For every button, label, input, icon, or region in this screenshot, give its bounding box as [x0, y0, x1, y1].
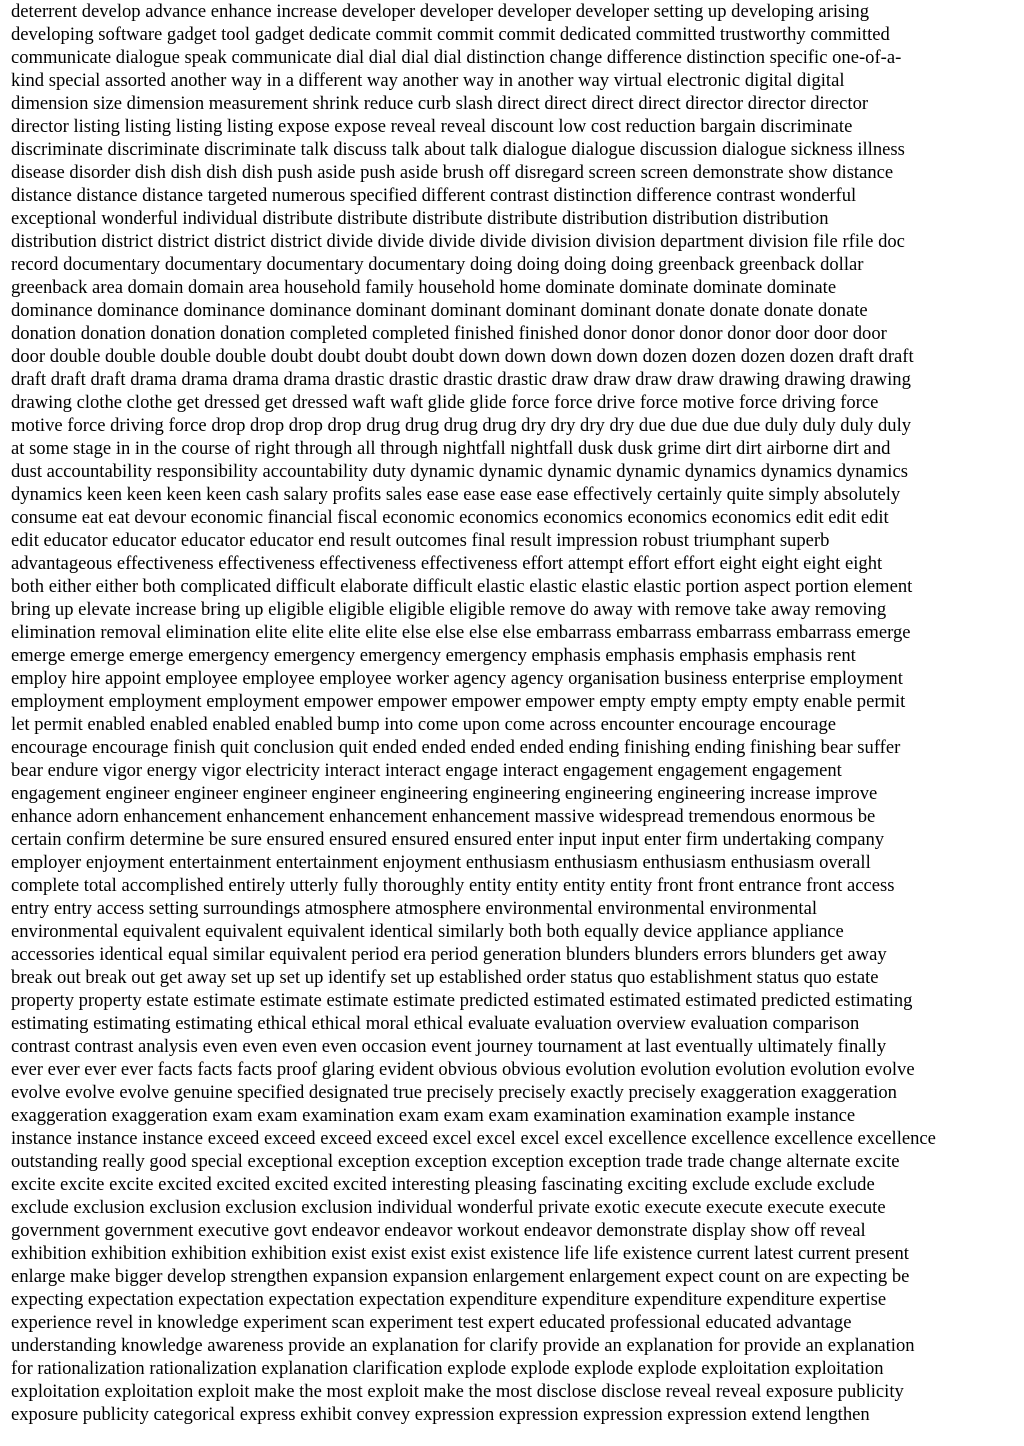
text-line: entry entry access setting surroundings atmosphere atmosphere environmental environmental environmental	[11, 898, 818, 919]
text-line: edit educator educator educator educator end result outcomes final result impression robust triumphant superb	[11, 530, 830, 551]
text-line: let permit enabled enabled enabled enabled bump into come upon come across encounter encourage encourage	[11, 714, 837, 735]
text-line: discriminate discriminate discriminate talk discuss talk about talk dialogue dialogue discussion dialogue sickness illness	[11, 139, 905, 160]
text-line: kind special assorted another way in a different way another way in another way virtual electronic digital digital	[11, 70, 845, 91]
text-line: emerge emerge emerge emergency emergency emergency emergency emphasis emphasis emphasis emphasis rent	[11, 645, 856, 666]
text-line: exceptional wonderful individual distribute distribute distribute distribute distribution distribution distribution	[11, 208, 829, 229]
text-line: property property estate estimate estimate estimate estimate predicted estimated estimated estimated predicted estimating	[11, 990, 913, 1011]
text-line: employment employment employment empower empower empower empower empty empty empty empty enable permit	[11, 691, 906, 712]
text-line: employer enjoyment entertainment entertainment enjoyment enthusiasm enthusiasm enthusiasm enthusiasm overall	[11, 852, 871, 873]
text-line: contrast contrast analysis even even even even occasion event journey tournament at last eventually ultimately finally	[11, 1036, 887, 1057]
text-line: dynamics keen keen keen keen cash salary profits sales ease ease ease ease effectively certainly quite simply absolutely	[11, 484, 901, 505]
text-line: exclude exclusion exclusion exclusion exclusion individual wonderful private exotic execute execute execute execute	[11, 1197, 886, 1218]
text-line: director listing listing listing listing expose expose reveal reveal discount low cost reduction bargain discriminate	[11, 116, 853, 137]
text-line: exploitation exploitation exploit make the most exploit make the most disclose disclose reveal reveal exposure publicity	[11, 1381, 904, 1402]
text-line: dominance dominance dominance dominance dominant dominant dominant dominant donate donate donate donate	[11, 300, 868, 321]
text-line: greenback area domain domain area household family household home dominate dominate dominate dominate	[11, 277, 837, 298]
text-line: for rationalization rationalization explanation clarification explode explode explode explode exploitation exploitation	[11, 1358, 884, 1379]
text-line: engagement engineer engineer engineer engineer engineering engineering engineering engineering increase improve	[11, 783, 878, 804]
text-line: bring up elevate increase bring up eligible eligible eligible eligible remove do away with remove take away removing	[11, 599, 887, 620]
text-line: exaggeration exaggeration exam exam examination exam exam exam examination examination example instance	[11, 1105, 856, 1126]
text-line: record documentary documentary documentary documentary doing doing doing doing greenback greenback dollar	[11, 254, 864, 275]
text-line: motive force driving force drop drop drop drop drug drug drug drug dry dry dry dry due due due due duly duly duly duly	[11, 415, 912, 436]
text-line: employ hire appoint employee employee employee worker agency agency organisation business enterprise employment	[11, 668, 903, 689]
text-line: excite excite excite excited excited excited excited interesting pleasing fascinating exciting exclude exclude exclude	[11, 1174, 875, 1195]
text-line: expecting expectation expectation expectation expectation expenditure expenditure expenditure expenditure expertise	[11, 1289, 887, 1310]
text-line: complete total accomplished entirely utterly fully thoroughly entity entity entity entity front front entrance front access	[11, 875, 895, 896]
text-line: exposure publicity categorical express exhibit convey expression expression expression expression extend lengthen	[11, 1404, 870, 1425]
text-line: drawing clothe clothe get dressed get dressed waft waft glide glide force force drive force motive force driving force	[11, 392, 879, 413]
text-line: enhance adorn enhancement enhancement enhancement enhancement massive widespread tremendous enormous be	[11, 806, 876, 827]
text-line: encourage encourage finish quit conclusion quit ended ended ended ended ending finishing ending finishing bear suffer	[11, 737, 901, 758]
text-line: break out break out get away set up set up identify set up established order status quo establishment status quo estate	[11, 967, 879, 988]
text-line: exhibition exhibition exhibition exhibition exist exist exist exist existence life life existence current latest current present	[11, 1243, 909, 1264]
text-line: disease disorder dish dish dish dish push aside push aside brush off disregard screen screen demonstrate show distance	[11, 162, 894, 183]
text-line: government government executive govt endeavor endeavor workout endeavor demonstrate display show off reveal	[11, 1220, 866, 1241]
text-line: draft draft draft drama drama drama drama drastic drastic drastic drastic draw draw draw draw drawing drawing drawing	[11, 369, 911, 390]
text-line: communicate dialogue speak communicate dial dial dial dial distinction change difference distinction specific one-of-a-	[11, 47, 902, 68]
text-line: certain confirm determine be sure ensured ensured ensured ensured enter input input enter firm undertaking company	[11, 829, 885, 850]
text-line: experience revel in knowledge experiment scan experiment test expert educated professional educated advantage	[11, 1312, 852, 1333]
text-line: evolve evolve evolve genuine specified designated true precisely precisely exactly precisely exaggeration exaggeration	[11, 1082, 897, 1103]
text-line: consume eat eat devour economic financial fiscal economic economics economics economics economics edit edit edit	[11, 507, 889, 528]
text-line: outstanding really good special exceptional exception exception exception exception trade trade change alternate excite	[11, 1151, 900, 1172]
text-line: estimating estimating estimating ethical ethical moral ethical evaluate evaluation overview evaluation comparison	[11, 1013, 860, 1034]
text-line: instance instance instance exceed exceed exceed exceed excel excel excel excel excellence excellence excellence excellence	[11, 1128, 936, 1149]
text-line: distribution district district district district divide divide divide divide division division department division file rfile doc	[11, 231, 905, 252]
text-line: advantageous effectiveness effectiveness effectiveness effectiveness effort attempt effort effort eight eight eight eight	[11, 553, 883, 574]
text-line: environmental equivalent equivalent equivalent identical similarly both both equally device appliance appliance	[11, 921, 844, 942]
text-line: elimination removal elimination elite elite elite elite else else else else embarrass embarrass embarrass embarrass emerge	[11, 622, 911, 643]
text-line: understanding knowledge awareness provide an explanation for clarify provide an explanation for provide an explanation	[11, 1335, 915, 1356]
text-line: bear endure vigor energy vigor electricity interact interact engage interact engagement engagement engagement	[11, 760, 842, 781]
text-line: distance distance distance targeted numerous specified different contrast distinction difference contrast wonderful	[11, 185, 857, 206]
text-line: dust accountability responsibility accountability duty dynamic dynamic dynamic dynamic dynamics dynamics dynamics	[11, 461, 908, 482]
text-line: at some stage in in the course of right through all through nightfall nightfall dusk dusk grime dirt dirt airborne dirt and	[11, 438, 891, 459]
text-line: donation donation donation donation completed completed finished finished donor donor donor donor door door door	[11, 323, 887, 344]
text-line: developing software gadget tool gadget dedicate commit commit commit dedicated committed trustworthy committed	[11, 24, 890, 45]
text-line: ever ever ever ever facts facts facts proof glaring evident obvious obvious evolution evolution evolution evolution evolve	[11, 1059, 915, 1080]
text-line: door double double double double doubt doubt doubt doubt down down down down dozen dozen dozen dozen draft draft	[11, 346, 914, 367]
text-line: deterrent develop advance enhance increase developer developer developer developer setting up developing arising	[11, 1, 870, 22]
text-line: dimension size dimension measurement shrink reduce curb slash direct direct direct direct director director director	[11, 93, 869, 114]
text-line: accessories identical equal similar equivalent period era period generation blunders blunders errors blunders get away	[11, 944, 887, 965]
text-line: enlarge make bigger develop strengthen expansion expansion enlargement enlargement expect count on are expecting be	[11, 1266, 910, 1287]
text-line: both either either both complicated difficult elaborate difficult elastic elastic elastic elastic portion aspect portion element	[11, 576, 913, 597]
